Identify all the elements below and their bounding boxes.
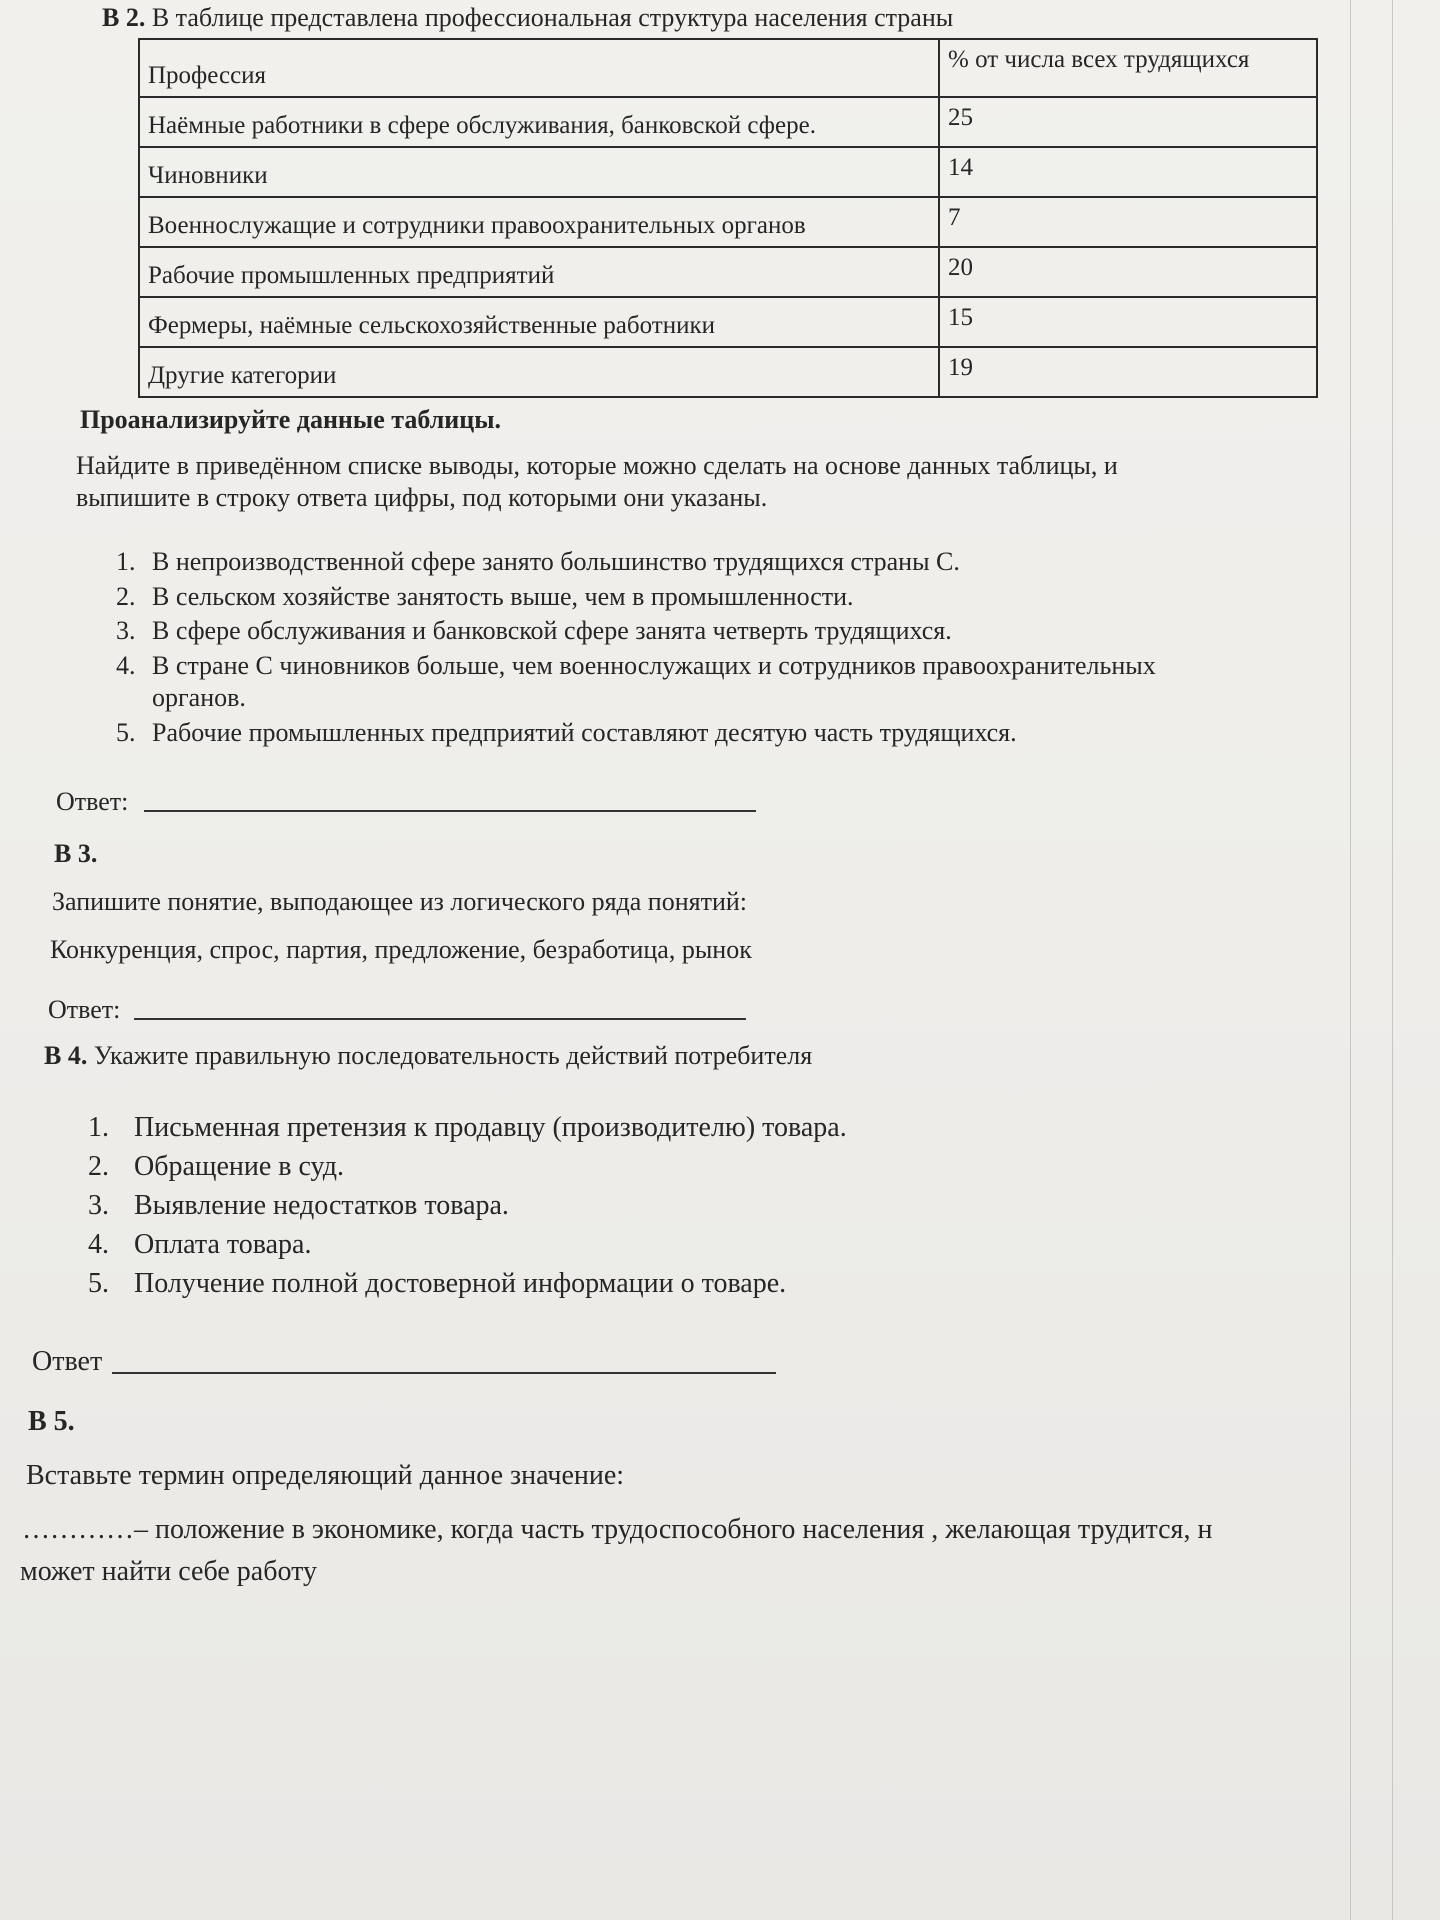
- task-b5-label: В 5.: [28, 1406, 75, 1437]
- b3-concept-row: Конкуренция, спрос, партия, предложение, безработица, рынок: [50, 935, 752, 964]
- table-cell-percent: 25: [939, 97, 1317, 147]
- table-row: [139, 347, 1317, 397]
- table-cell-percent: 19: [939, 347, 1317, 397]
- task-b4-heading: [44, 1040, 812, 1073]
- table-header-row: [139, 39, 1317, 97]
- table-row: [139, 297, 1317, 347]
- b2-answer-line[interactable]: [144, 810, 756, 812]
- list-item: 3. Выявление недостатков товара.: [88, 1189, 509, 1221]
- table-row: [139, 97, 1317, 147]
- b5-definition-line2: может найти себе работу: [20, 1556, 317, 1587]
- task-b3-label: В 3.: [54, 839, 98, 868]
- list-item: 2. Обращение в суд.: [88, 1150, 345, 1182]
- page-edge-line: [1392, 0, 1393, 1920]
- table-row: [139, 197, 1317, 247]
- list-item: 1. Письменная претензия к продавцу (производителю) товара.: [88, 1112, 847, 1143]
- list-item: 5. Рабочие промышленных предприятий составляют десятую часть трудящихся.: [116, 717, 1017, 747]
- list-item: 1. В непроизводственной сфере занято большинство трудящихся страны С.: [116, 547, 960, 576]
- b5-instruction: Вставьте термин определяющий данное значение:: [26, 1460, 625, 1491]
- find-instruction-line2: выпишите в строку ответа цифры, под которыми они указаны.: [76, 483, 768, 512]
- b3-answer-line[interactable]: [134, 1018, 746, 1020]
- b3-answer-label: Ответ:: [48, 995, 121, 1024]
- b4-instruction: Укажите правильную последовательность действий потребителя: [93, 1041, 813, 1070]
- list-item: 2. В сельском хозяйстве занятость выше, чем в промышленности.: [116, 581, 854, 611]
- find-instruction-line1: Найдите в приведённом списке выводы, которые можно сделать на основе данных таблицы, и: [76, 451, 1118, 480]
- table-cell-profession: Другие категории: [139, 347, 939, 397]
- b2-conclusions-list: [116, 546, 1156, 751]
- table-cell-percent: 15: [939, 297, 1317, 347]
- table-cell-percent: 7: [939, 197, 1317, 247]
- list-item: 4. Оплата товара.: [88, 1228, 312, 1260]
- table-row: [139, 147, 1317, 197]
- table-cell-profession: Военнослужащие и сотрудники правоохранительных органов: [139, 197, 939, 247]
- b4-steps-list: [88, 1110, 847, 1305]
- table-cell-percent: 14: [939, 147, 1317, 197]
- b3-instruction: Запишите понятие, выподающее из логического ряда понятий:: [52, 887, 747, 916]
- b2-answer-label: Ответ:: [56, 787, 129, 816]
- profession-table: [138, 38, 1318, 398]
- list-item: 4. В стране С чиновников больше, чем военнослужащих и сотрудников правоохранительных органов.: [116, 650, 1156, 712]
- table-header-profession: Профессия: [139, 39, 939, 97]
- table-cell-profession: Рабочие промышленных предприятий: [139, 247, 939, 297]
- b4-answer-line[interactable]: [112, 1372, 776, 1374]
- table-cell-percent: 20: [939, 247, 1317, 297]
- list-item: 3. В сфере обслуживания и банковской сфере занята четверть трудящихся.: [116, 616, 952, 645]
- table-row: [139, 247, 1317, 297]
- task-b4-label: В 4.: [44, 1041, 88, 1070]
- b5-definition-line1: …………– положение в экономике, когда часть трудоспособного населения , желающая трудится, н: [22, 1514, 1213, 1545]
- task-b2-intro: В таблице представлена профессиональная структура населения страны: [151, 3, 954, 32]
- table-cell-profession: Фермеры, наёмные сельскохозяйственные работники: [139, 297, 939, 347]
- list-item: 5. Получение полной достоверной информации о товаре.: [88, 1267, 787, 1299]
- b4-answer-label: Ответ: [32, 1346, 103, 1377]
- task-b2-heading: [102, 2, 953, 35]
- table-cell-profession: Чиновники: [139, 147, 939, 197]
- page-edge-line: [1350, 0, 1351, 1920]
- table-header-percent: % от числа всех трудящихся: [939, 39, 1317, 97]
- table-cell-profession: Наёмные работники в сфере обслуживания, банковской сфере.: [139, 97, 939, 147]
- task-b2-label: В 2.: [102, 3, 146, 32]
- analyze-instruction: Проанализируйте данные таблицы.: [80, 405, 502, 434]
